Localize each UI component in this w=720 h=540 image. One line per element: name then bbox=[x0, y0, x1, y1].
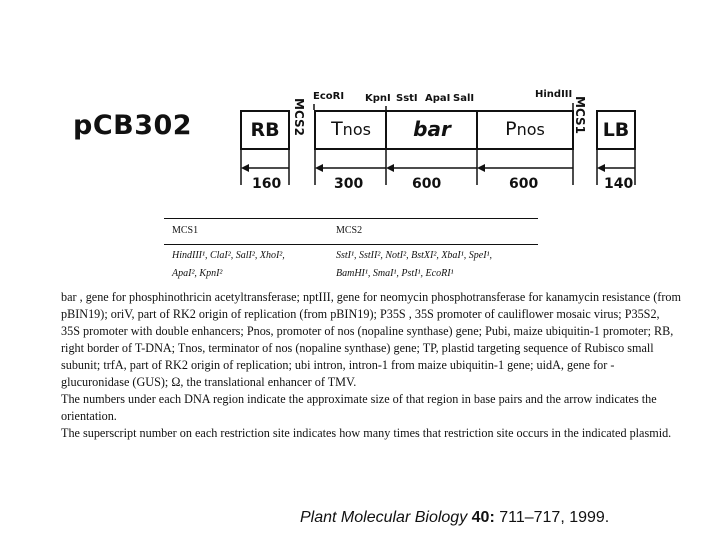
table-top-rule bbox=[164, 218, 538, 219]
rb-label: RB bbox=[250, 119, 280, 141]
tnos-size: 300 bbox=[334, 176, 364, 192]
citation bbox=[300, 509, 609, 527]
site-kpni: KpnI bbox=[365, 93, 391, 104]
mcs1-sites-row2: ApaI², KpnI² bbox=[172, 268, 223, 279]
site-sali: SalI bbox=[453, 93, 475, 104]
pnos-size: 600 bbox=[509, 176, 539, 192]
mcs2-sites-row2: BamHI¹, SmaI¹, PstI¹, EcoRI¹ bbox=[336, 268, 454, 279]
site-hindiii: HindIII bbox=[535, 89, 573, 100]
site-ticks bbox=[0, 0, 720, 200]
mcs1-header: MCS1 bbox=[172, 225, 199, 236]
caption-abbreviations: bar , gene for phosphinothricin acetyltransferase; nptIII, gene for neomycin phosphotransferase for kanamycin resistance (from pBIN19); oriV, part of RK2 origin of replication (from pBIN19); P35S , 35S promoter of cauliflower mosaic virus; P35S2, 35S promoter with double enhancers; Pnos, promoter of nos (nopaline synthase) gene; Pubi, maize ubiquitin-1 promoter; RB, right border of T-DNA; Tnos, terminator of nos (nopaline synthase) gene; TP, plastid targeting sequence of Rubisco small subunit; trfA, part of RK2 origin of replication; ubi intron, intron-1 from maize ubiquitin-1 gene; uidA, gene for -glucuronidase (GUS); Ω, the translational enhancer of TMV. bbox=[61, 290, 681, 389]
citation-pages: 711–717, 1999. bbox=[494, 509, 610, 526]
mcs1-label: MCS1 bbox=[573, 96, 587, 134]
bar-size: 600 bbox=[412, 176, 442, 192]
figure-caption bbox=[61, 289, 681, 442]
caption-superscript-note: The superscript number on each restriction site indicates how many times that restriction site occurs in the indicated plasmid. bbox=[61, 426, 672, 440]
mcs2-label: MCS2 bbox=[292, 98, 306, 136]
site-apai: ApaI bbox=[425, 93, 451, 104]
bar-region: bar bbox=[413, 117, 451, 141]
plasmid-title: pCB302 bbox=[73, 110, 193, 141]
table-mid-rule bbox=[164, 244, 538, 245]
tnos-region: Tnos bbox=[331, 118, 371, 140]
lb-label: LB bbox=[602, 119, 630, 141]
site-ssti: SstI bbox=[396, 93, 418, 104]
caption-sizes-note: The numbers under each DNA region indicate the approximate size of that region in base pairs and the arrow indicates the orientation. bbox=[61, 392, 657, 423]
pnos-region: Pnos bbox=[505, 118, 545, 140]
citation-volume: 40: bbox=[471, 509, 495, 526]
mcs2-sites-row1: SstI¹, SstII², NotI², BstXI², XbaI¹, SpeI¹, bbox=[336, 250, 493, 261]
site-ecori: EcoRI bbox=[313, 91, 345, 102]
rb-size: 160 bbox=[252, 176, 282, 192]
mcs1-sites-row1: HindIII¹, ClaI², SalI², XhoI², bbox=[172, 250, 285, 261]
citation-journal: Plant Molecular Biology bbox=[300, 509, 472, 526]
mcs2-header: MCS2 bbox=[336, 225, 363, 236]
lb-size: 140 bbox=[604, 176, 634, 192]
